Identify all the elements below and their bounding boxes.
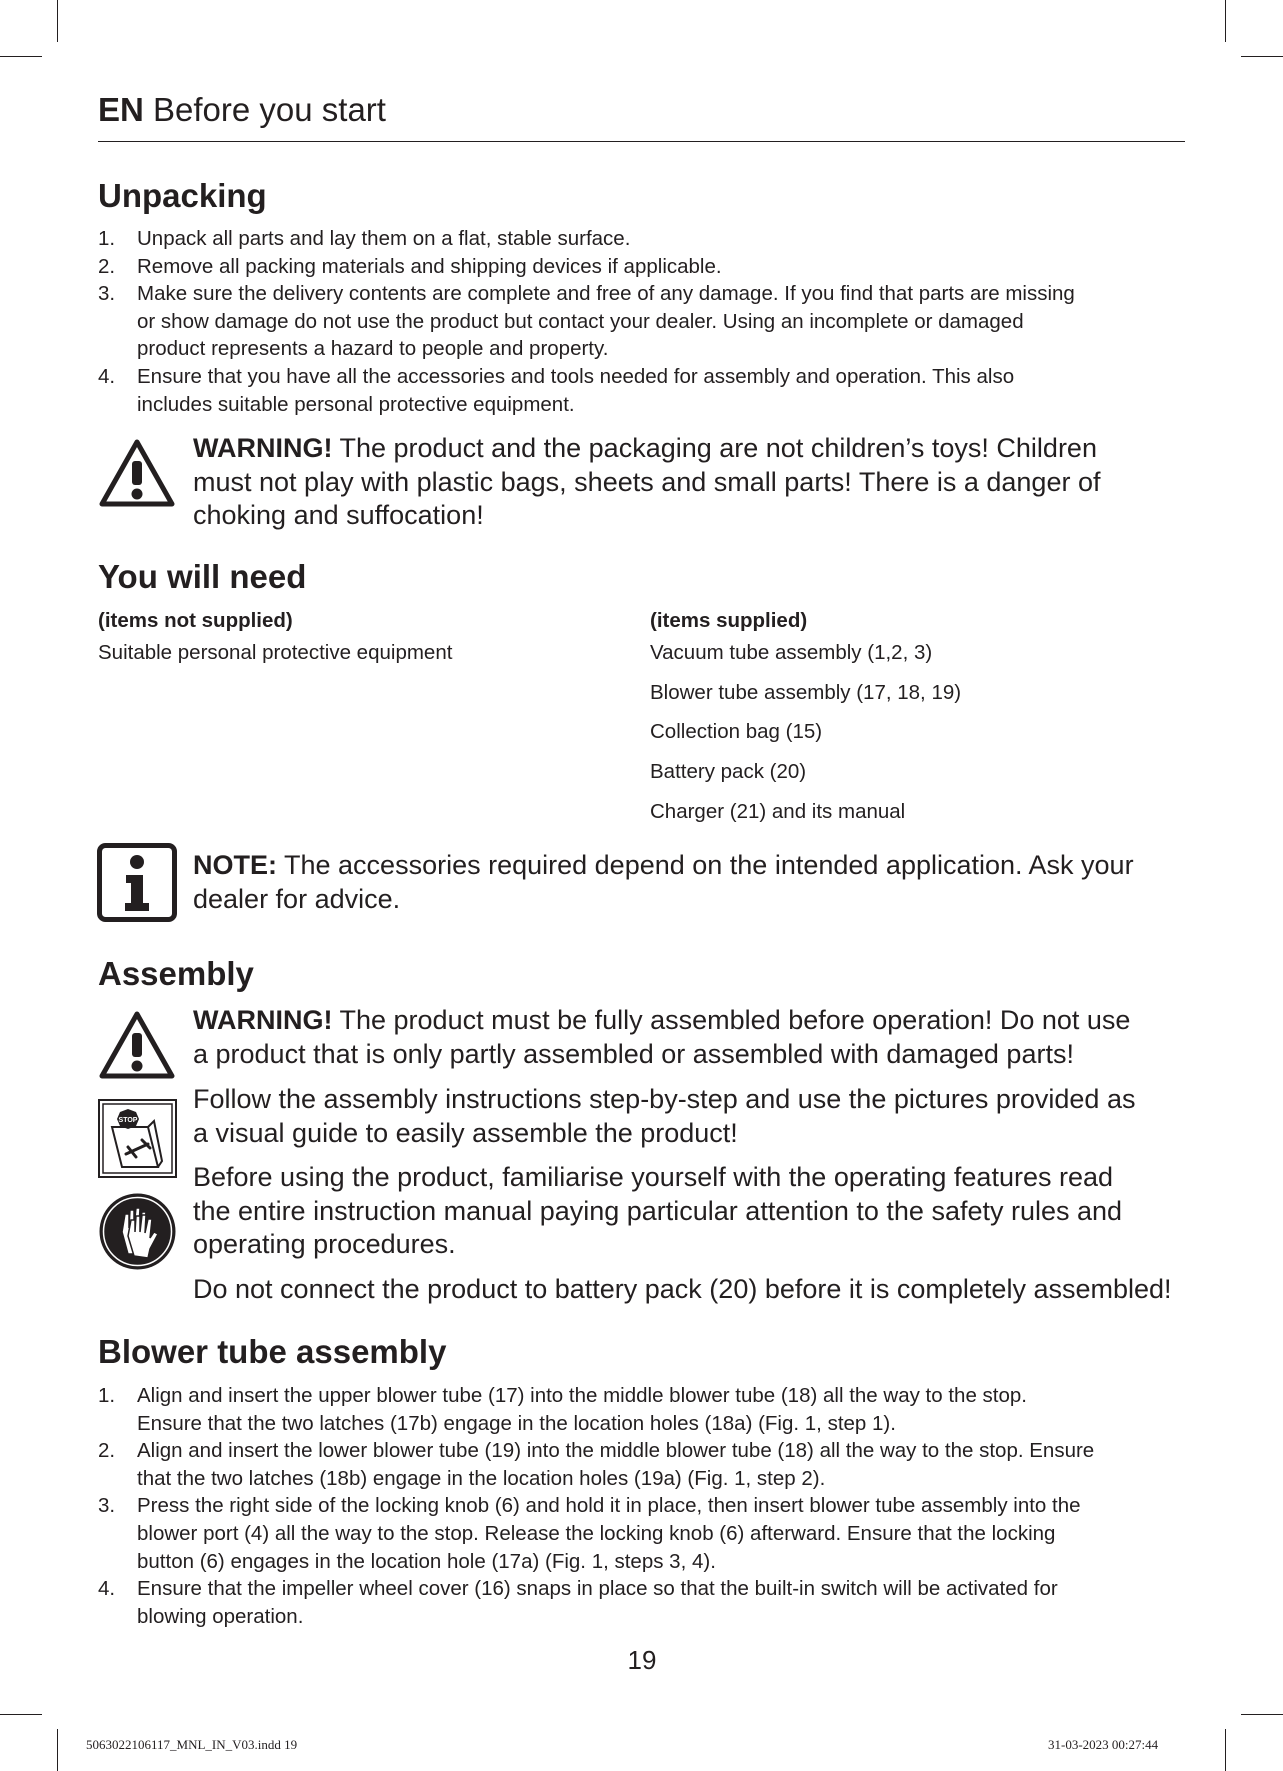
note-text: The accessories required depend on the intended application. Ask your [277,850,1134,880]
supplied-item: Charger (21) and its manual [650,800,906,823]
header-rule [98,141,1185,142]
warning-text: choking and suffocation! [193,500,484,530]
wear-gloves-icon [98,1192,177,1271]
info-icon [97,843,177,922]
crop-mark [0,56,42,57]
crop-mark [57,1729,58,1771]
warning-text: must not play with plastic bags, sheets and small parts! There is a danger of [193,466,1101,497]
list-item [98,363,1190,418]
crop-mark [1241,56,1283,57]
blower-tube-list [98,1382,1190,1630]
list-number: 1. [98,227,116,250]
language-code: EN [98,91,144,128]
list-item [98,1437,1190,1492]
list-number: 2. [98,1439,116,1463]
list-text: Press the right side of the locking knob (6) and hold it in place, then insert blower tube assembly into the [137,1494,1081,1518]
print-slug-file: 5063022106117_MNL_IN_V03.indd 19 [86,1737,298,1752]
warning-text: The product and the packaging are not children’s toys! Children [332,433,1097,463]
list-text: Make sure the delivery contents are complete and free of any damage. If you find that parts are missing [137,282,1075,306]
crop-mark [1225,1729,1226,1771]
warning-text: a product that is only partly assembled or assembled with damaged parts! [193,1038,1074,1069]
supplied-item: Collection bag (15) [650,720,823,743]
list-text: Align and insert the lower blower tube (19) into the middle blower tube (18) all the way to the stop. Ensure [137,1439,1095,1463]
warning-triangle-icon [98,1009,176,1081]
list-text: Unpack all parts and lay them on a flat, stable surface. [137,227,631,250]
list-text: blowing operation. [137,1604,304,1628]
instructions-text: a visual guide to easily assemble the product! [193,1117,738,1148]
stop-sign-text: STOP [118,1117,138,1124]
read-manual-stop-icon [98,1099,177,1178]
supplied-item: Blower tube assembly (17, 18, 19) [650,681,962,704]
section-title-blower-tube-assembly: Blower tube assembly [98,1333,447,1370]
familiarise-text: the entire instruction manual paying particular attention to the safety rules and [193,1195,1123,1226]
list-text: Ensure that the two latches (17b) engage in the location holes (18a) (Fig. 1, step 1). [137,1411,896,1435]
not-supplied-heading: (items not supplied) [98,609,293,632]
section-title-assembly: Assembly [98,955,254,992]
crop-mark [0,1714,42,1715]
list-number: 1. [98,1384,116,1407]
list-item [98,1492,1190,1575]
note-text: dealer for advice. [193,883,401,914]
warning-triangle-icon [98,437,176,509]
list-number: 4. [98,1577,116,1601]
list-text: product represents a hazard to people and property. [137,337,609,361]
list-text: Ensure that the impeller wheel cover (16) snaps in place so that the built-in switch will be activated for [137,1577,1058,1601]
warning-text: The product must be fully assembled before operation! Do not use [332,1005,1131,1035]
list-text: includes suitable personal protective equipment. [137,392,575,416]
section-title-you-will-need: You will need [98,558,307,595]
page-number: 19 [627,1645,657,1675]
list-item [98,253,1190,281]
warning-label: WARNING! [193,1005,333,1035]
list-text: blower port (4) all the way to the stop. Release the locking knob (6) afterward. Ensure that the locking [137,1521,1056,1545]
list-number: 3. [98,1494,116,1518]
familiarise-text: Before using the product, familiarise yourself with the operating features read [193,1162,1114,1192]
supplied-heading: (items supplied) [650,609,808,632]
list-text: Remove all packing materials and shipping devices if applicable. [137,254,722,278]
assembly-instructions [193,1083,1135,1150]
crop-mark [57,0,58,42]
assembly-familiarise [193,1161,1122,1262]
list-number: 4. [98,364,116,388]
list-text: that the two latches (18b) engage in the location holes (19a) (Fig. 1, step 2). [137,1466,826,1490]
page-header [98,88,1185,132]
supplied-item: Battery pack (20) [650,760,807,783]
list-item [98,280,1190,363]
crop-mark [1225,0,1226,42]
list-number: 2. [98,254,116,278]
assembly-warning [193,1004,1130,1071]
list-text: button (6) engages in the location hole (17a) (Fig. 1, steps 3, 4). [137,1549,716,1573]
instructions-text: Follow the assembly instructions step-by-step and use the pictures provided as [193,1084,1136,1114]
list-number: 3. [98,282,116,306]
note-callout [193,849,1134,916]
list-item [98,225,1190,253]
list-item [98,1382,1190,1437]
print-slug-timestamp: 31-03-2023 00:27:44 [1048,1737,1159,1752]
crop-mark [1241,1714,1283,1715]
not-supplied-item: Suitable personal protective equipment [98,641,453,664]
list-item [98,1575,1190,1630]
section-title-unpacking: Unpacking [98,177,267,214]
supplied-item: Vacuum tube assembly (1,2, 3) [650,641,933,664]
familiarise-text: operating procedures. [193,1229,456,1259]
battery-note: Do not connect the product to battery pack (20) before it is completely assembled! [193,1274,1172,1304]
unpacking-warning [193,432,1100,533]
list-text: or show damage do not use the product but contact your dealer. Using an incomplete or damaged [137,309,1024,333]
note-label: NOTE: [193,850,277,880]
list-text: Ensure that you have all the accessories and tools needed for assembly and operation. This also [137,364,1015,388]
list-text: Align and insert the upper blower tube (17) into the middle blower tube (18) all the way to the stop. [137,1384,1027,1407]
page-header-title: Before you start [153,91,386,128]
unpacking-list [98,225,1190,418]
warning-label: WARNING! [193,433,333,463]
